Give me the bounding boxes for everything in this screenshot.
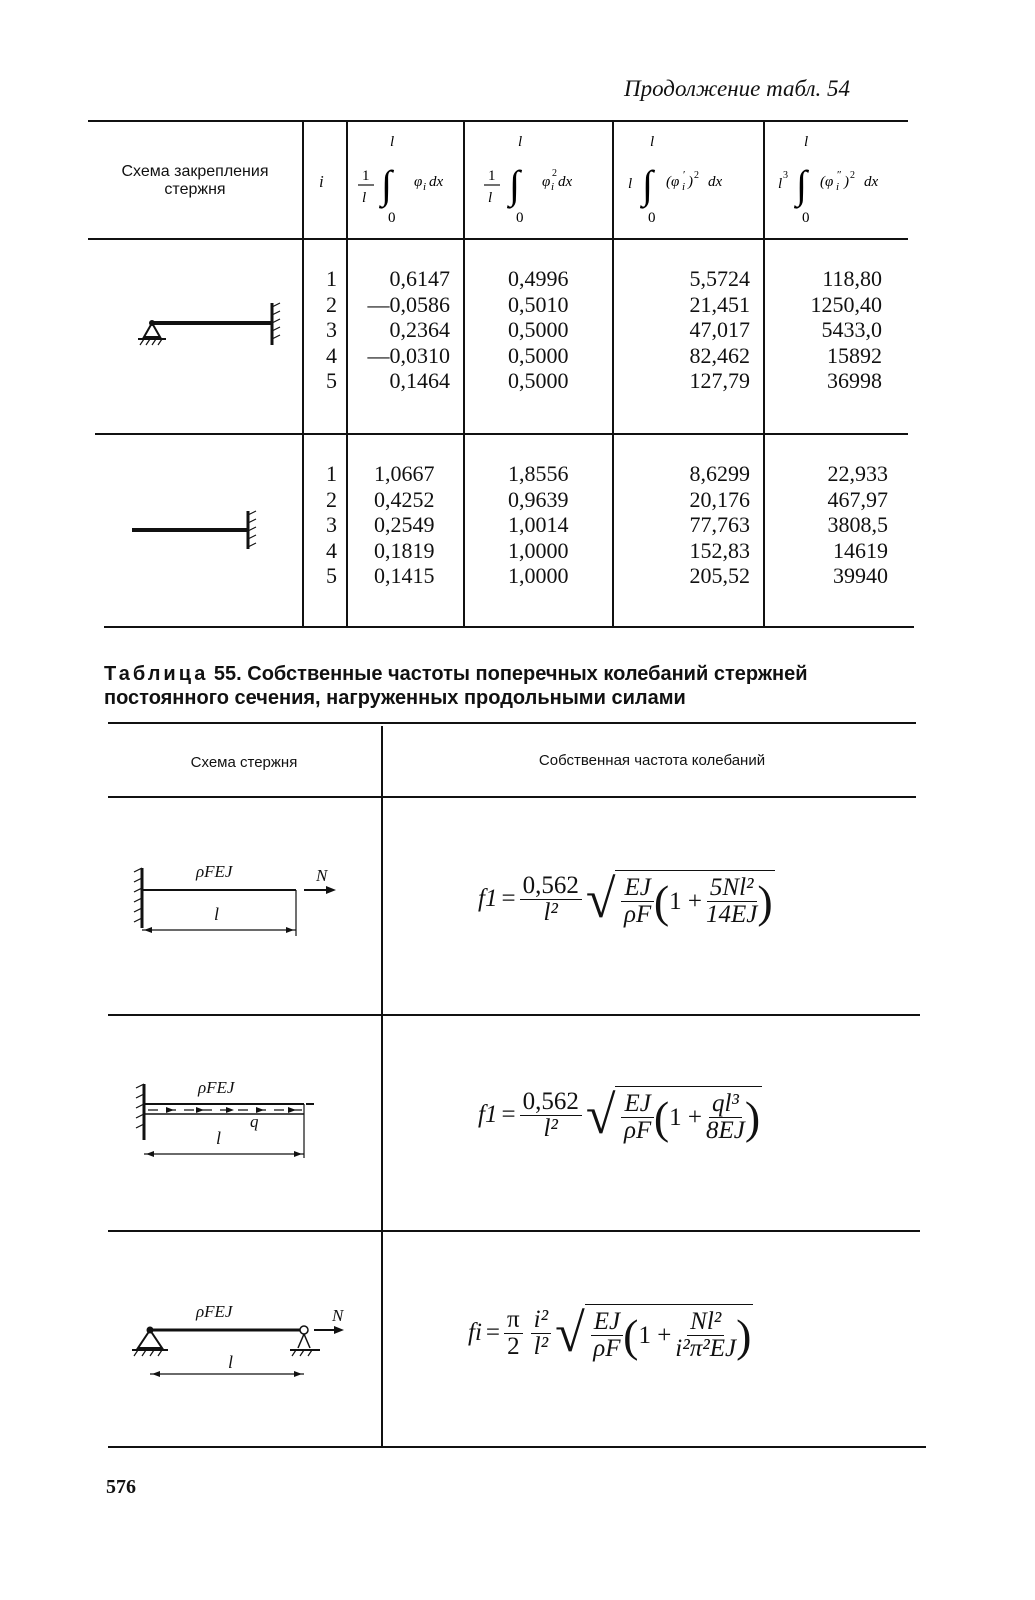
square-root	[582, 870, 775, 929]
svg-text:1: 1	[362, 168, 370, 184]
svg-text:0: 0	[802, 210, 810, 226]
label-rho-fej: ρFEJ	[196, 1302, 233, 1321]
table54-col-divider	[612, 122, 614, 626]
coefficient-fraction	[520, 873, 582, 927]
paren-num: 5Nl²	[707, 875, 757, 902]
header-integral-phi-double-prime	[770, 128, 910, 232]
group1-i-values: 1 2 3 4 5	[326, 266, 337, 393]
coef-den: 2	[507, 1332, 520, 1360]
paren-den: 14EJ	[706, 901, 758, 929]
formula-row1	[478, 870, 775, 929]
radicand	[615, 870, 774, 929]
label-length: l	[214, 904, 220, 924]
group2-i-values: 1 2 3 4 5	[326, 461, 337, 588]
coef-den: l²	[543, 1114, 558, 1142]
svg-text:φ: φ	[414, 174, 423, 190]
label-length: l	[228, 1352, 234, 1372]
formula-row3	[468, 1304, 753, 1363]
coefficient-fraction	[504, 1307, 523, 1361]
equals-sign: =	[501, 1101, 516, 1129]
svg-text:∫: ∫	[796, 162, 807, 207]
coef2-den: l²	[533, 1332, 549, 1360]
beam-simply-supported-sketch	[124, 1300, 364, 1400]
svg-text:l: l	[488, 190, 493, 206]
table55-bottom-rule	[108, 1446, 926, 1448]
header-natural-frequency: Собственная частота колебаний	[538, 752, 766, 769]
table55-row-rule	[108, 1014, 920, 1016]
root-den: ρF	[593, 1335, 621, 1363]
svg-text:l: l	[628, 176, 633, 192]
table55-top-rule	[108, 722, 916, 724]
table54-bottom-rule	[104, 626, 914, 628]
table54-group-rule	[95, 433, 908, 435]
table54-header-rule	[88, 238, 908, 240]
coef-num: π	[504, 1307, 523, 1334]
table55-row-rule	[108, 1230, 920, 1232]
svg-text:1: 1	[488, 168, 496, 184]
svg-text:l: l	[362, 190, 367, 206]
svg-text:′: ′	[683, 169, 686, 181]
label-length: l	[216, 1128, 222, 1148]
table54-col-divider	[302, 122, 304, 626]
svg-text:dx: dx	[429, 174, 444, 190]
svg-text:0: 0	[388, 210, 396, 226]
table54-col-divider	[346, 122, 348, 626]
group1-col4-values: 118,80 1250,40 5433,0 15892 36998	[810, 266, 882, 393]
table54-top-rule	[88, 120, 908, 122]
paren-num: ql³	[709, 1091, 742, 1118]
table55-caption	[104, 662, 904, 710]
svg-text:l: l	[778, 176, 783, 192]
header-integral-phi	[352, 128, 460, 232]
beam-distributed-load-sketch	[126, 1074, 366, 1164]
svg-text:l: l	[518, 134, 523, 150]
group1-col1-values: 0,6147 —0,0586 0,2364 —0,0310 0,1464	[367, 266, 450, 393]
svg-text:dx: dx	[558, 174, 573, 190]
group2-col1-values: 1,0667 0,4252 0,2549 0,1819 0,1415	[374, 461, 435, 588]
root-den: ρF	[624, 1117, 652, 1145]
label-rho-fej: ρFEJ	[198, 1078, 235, 1097]
radical-sign: √	[585, 1085, 616, 1146]
header-scheme: Схема закрепления стержня	[121, 163, 269, 198]
equals-sign: =	[501, 885, 516, 913]
svg-text:i: i	[423, 181, 427, 193]
svg-text:2: 2	[850, 170, 855, 181]
beam-axial-force-sketch	[126, 858, 366, 948]
coefficient-fraction	[520, 1089, 582, 1143]
left-paren: (	[653, 875, 670, 927]
label-force-n: N	[332, 1306, 344, 1325]
paren-fraction	[675, 1309, 736, 1363]
paren-den: 8EJ	[706, 1117, 745, 1145]
svg-text:0: 0	[648, 210, 656, 226]
paren-fraction	[706, 1091, 745, 1145]
table55-caption-text: 55. Собственные частоты поперечных колебаний стержней постоянного сечения, нагруженных продольными силами	[104, 663, 808, 709]
table54-col-divider	[463, 122, 465, 626]
diagram-pinned-pinned-axial-force	[124, 1300, 364, 1400]
diagram-fixed-free-distributed-load	[126, 1074, 366, 1164]
beam-pinned-fixed-diagram	[130, 295, 290, 355]
coef2-num: i²	[531, 1307, 551, 1334]
svg-text:l: l	[390, 134, 395, 150]
left-paren: (	[623, 1309, 639, 1361]
continuation-title: Продолжение табл. 54	[624, 76, 850, 101]
table55-header-rule	[108, 796, 916, 798]
formula-lhs: f1	[478, 1101, 498, 1129]
svg-text:): )	[844, 174, 849, 190]
root-den: ρF	[624, 901, 652, 929]
root-num: EJ	[621, 1091, 653, 1118]
radical-sign: √	[585, 869, 616, 930]
one: 1 +	[669, 1103, 703, 1131]
square-root	[582, 1086, 762, 1145]
root-num: EJ	[591, 1309, 623, 1336]
group2-col3-values: 8,6299 20,176 77,763 152,83 205,52	[689, 461, 750, 588]
svg-text:2: 2	[694, 170, 699, 181]
coefficient2-fraction	[531, 1307, 551, 1361]
table54-col-divider	[763, 122, 765, 626]
header-integral-phi-prime	[620, 128, 760, 232]
coef-num: 0,562	[520, 873, 582, 900]
svg-text:0: 0	[516, 210, 524, 226]
svg-text:i: i	[682, 181, 686, 193]
table55-caption-label: Таблица	[104, 663, 209, 685]
svg-text:∫: ∫	[509, 162, 520, 207]
right-paren: )	[744, 1091, 761, 1143]
equals-sign: =	[485, 1319, 501, 1347]
right-paren: )	[736, 1309, 752, 1361]
svg-text:″: ″	[837, 169, 842, 181]
paren-fraction	[706, 875, 757, 929]
svg-text:(φ: (φ	[820, 174, 834, 190]
left-paren: (	[653, 1091, 670, 1143]
group1-col3-values: 5,5724 21,451 47,017 82,462 127,79	[689, 266, 750, 393]
coef-num: 0,562	[520, 1089, 582, 1116]
coef-den: l²	[543, 898, 558, 926]
radicand	[615, 1086, 762, 1145]
label-force-n: N	[316, 866, 328, 885]
radical-sign: √	[555, 1303, 585, 1364]
svg-text:φ: φ	[542, 174, 551, 190]
header-integral-phi-squared	[470, 128, 605, 232]
right-paren: )	[757, 875, 773, 927]
paren-den: i²π²EJ	[675, 1335, 737, 1363]
svg-text:i: i	[551, 181, 555, 193]
svg-text:(φ: (φ	[666, 174, 680, 190]
svg-text:l: l	[650, 134, 655, 150]
svg-text:): )	[688, 174, 693, 190]
root-fraction	[621, 875, 653, 929]
svg-text:i: i	[836, 181, 840, 193]
header-i: i	[319, 172, 324, 191]
svg-text:dx: dx	[708, 174, 723, 190]
svg-text:3: 3	[783, 170, 788, 181]
formula-lhs: fi	[468, 1319, 482, 1347]
group1-col2-values: 0,4996 0,5010 0,5000 0,5000 0,5000	[508, 266, 569, 393]
svg-text:∫: ∫	[381, 162, 392, 207]
label-load-q: q	[250, 1112, 259, 1131]
one: 1 +	[669, 887, 703, 915]
svg-text:l: l	[804, 134, 809, 150]
beam-free-fixed-diagram	[128, 505, 268, 555]
group2-col2-values: 1,8556 0,9639 1,0014 1,0000 1,0000	[508, 461, 569, 588]
root-fraction	[621, 1091, 653, 1145]
svg-text:dx: dx	[864, 174, 879, 190]
svg-text:2: 2	[552, 168, 557, 179]
root-fraction	[591, 1309, 623, 1363]
formula-lhs: f1	[478, 885, 498, 913]
table55-col-divider	[381, 726, 383, 1446]
square-root	[551, 1304, 753, 1363]
root-num: EJ	[621, 875, 653, 902]
one: 1 +	[638, 1321, 672, 1349]
diagram-fixed-free-axial-force	[126, 858, 366, 948]
paren-num: Nl²	[687, 1309, 724, 1336]
label-rho-fej: ρFEJ	[196, 862, 233, 881]
page-number: 576	[106, 1476, 136, 1498]
svg-text:∫: ∫	[642, 162, 653, 207]
header-scheme-bar: Схема стержня	[190, 754, 298, 771]
formula-row2	[478, 1086, 762, 1145]
radicand	[585, 1304, 754, 1363]
group2-col4-values: 22,933 467,97 3808,5 14619 39940	[827, 461, 888, 588]
